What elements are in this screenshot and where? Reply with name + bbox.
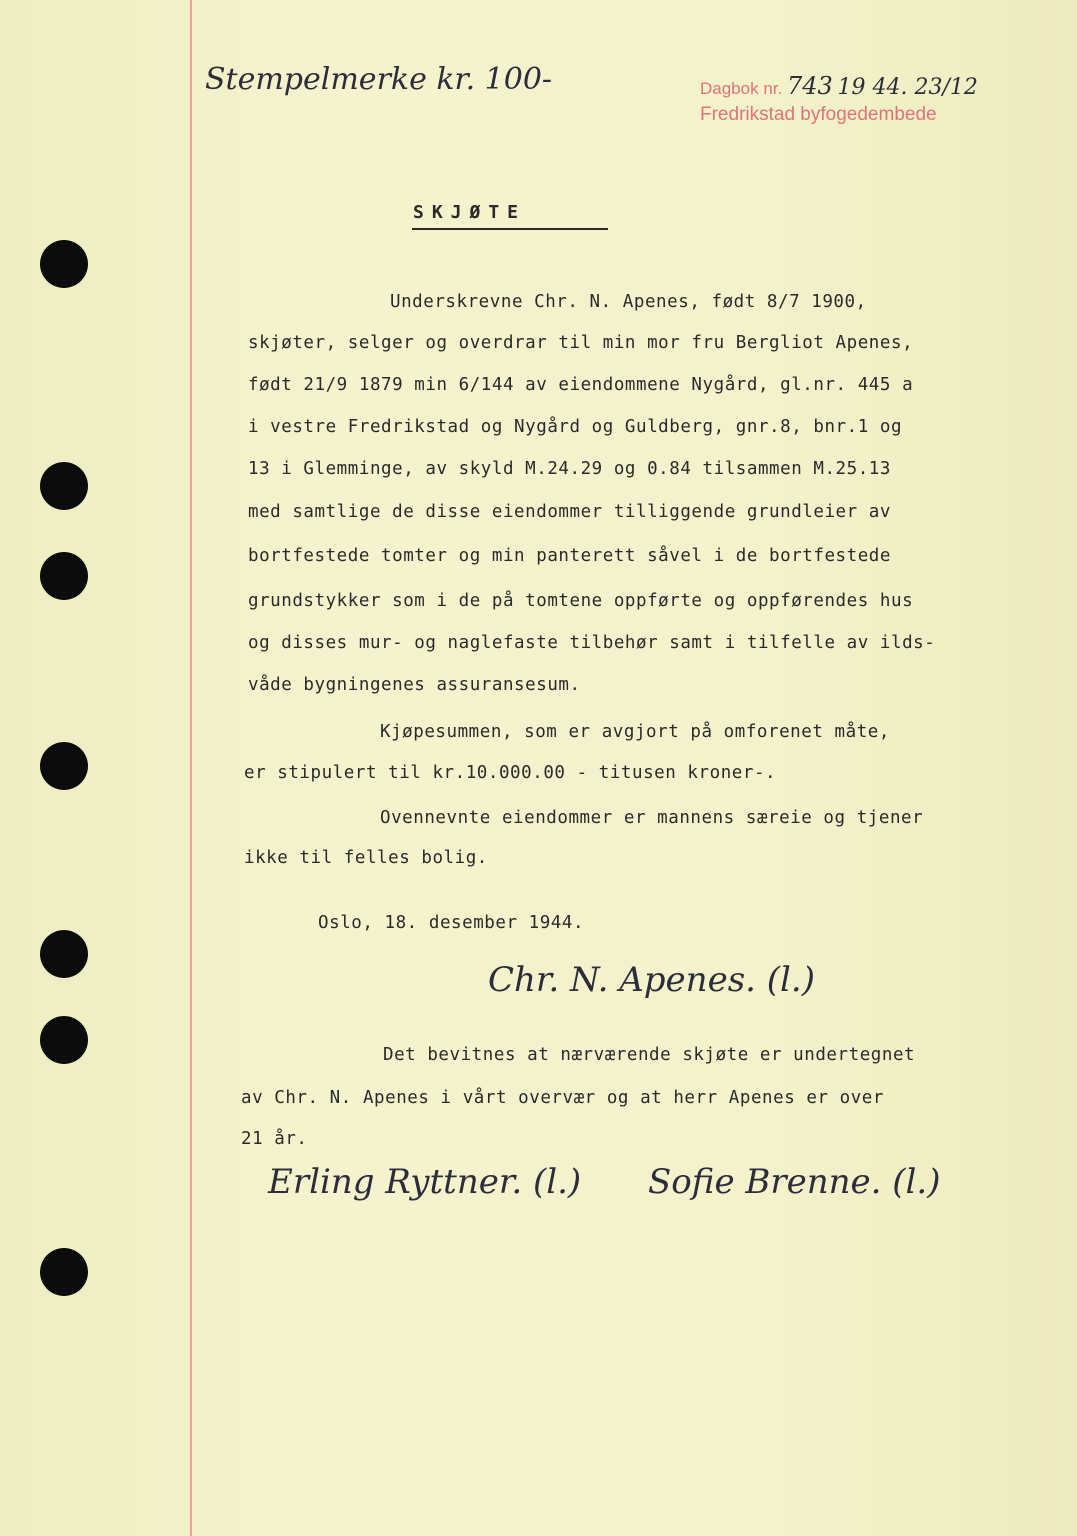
body-line: Ovennevnte eiendommer er mannens særeie og tjener xyxy=(380,808,924,828)
punch-hole xyxy=(40,930,88,978)
body-line: er stipulert til kr.10.000.00 - titusen kroner-. xyxy=(244,763,777,783)
registry-stamp-line2: Fredrikstad byfogedembede xyxy=(700,104,937,125)
stamp-label: Dagbok nr. xyxy=(700,79,783,98)
witness-line: av Chr. N. Apenes i vårt overvær og at herr Apenes er over xyxy=(241,1088,884,1108)
body-line: skjøter, selger og overdrar til min mor fru Bergliot Apenes, xyxy=(248,333,914,353)
place-date: Oslo, 18. desember 1944. xyxy=(318,913,585,933)
body-line: våde bygningenes assuransesum. xyxy=(248,675,581,695)
body-line: og disses mur- og naglefaste tilbehør samt i tilfelle av ilds- xyxy=(248,633,936,653)
stamp-duty-annotation: Stempelmerke kr. 100- xyxy=(205,62,553,97)
witness-signature-2: Sofie Brenne. (l.) xyxy=(648,1162,941,1202)
punch-hole xyxy=(40,552,88,600)
body-line: født 21/9 1879 min 6/144 av eiendommene Nygård, gl.nr. 445 a xyxy=(248,375,914,395)
body-line: grundstykker som i de på tomtene oppførte og oppførendes hus xyxy=(248,591,914,611)
body-line: Underskrevne Chr. N. Apenes, født 8/7 1900, xyxy=(390,292,867,312)
punch-hole xyxy=(40,240,88,288)
body-line: Kjøpesummen, som er avgjort på omforenet måte, xyxy=(380,722,890,742)
punch-hole xyxy=(40,742,88,790)
body-line: i vestre Fredrikstad og Nygård og Guldberg, gnr.8, bnr.1 og xyxy=(248,417,903,437)
registry-stamp-line1 xyxy=(700,72,978,100)
document-title: SKJØTE xyxy=(413,202,527,223)
punch-hole xyxy=(40,1016,88,1064)
stamp-year-date: 19 44. 23/12 xyxy=(837,75,978,100)
grantor-signature: Chr. N. Apenes. (l.) xyxy=(488,960,815,1000)
witness-line: Det bevitnes at nærværende skjøte er undertegnet xyxy=(383,1045,916,1065)
body-line: 13 i Glemminge, av skyld M.24.29 og 0.84 tilsammen M.25.13 xyxy=(248,459,891,479)
punch-hole xyxy=(40,1248,88,1296)
body-line: bortfestede tomter og min panterett såvel i de bortfestede xyxy=(248,546,891,566)
margin-line xyxy=(190,0,192,1536)
stamp-number: 743 xyxy=(786,72,833,100)
body-line: med samtlige de disse eiendommer tilliggende grundleier av xyxy=(248,502,891,522)
witness-signature-1: Erling Ryttner. (l.) xyxy=(268,1162,582,1202)
body-line: ikke til felles bolig. xyxy=(244,848,488,868)
title-underline xyxy=(412,228,608,230)
punch-hole xyxy=(40,462,88,510)
witness-line: 21 år. xyxy=(241,1129,308,1149)
